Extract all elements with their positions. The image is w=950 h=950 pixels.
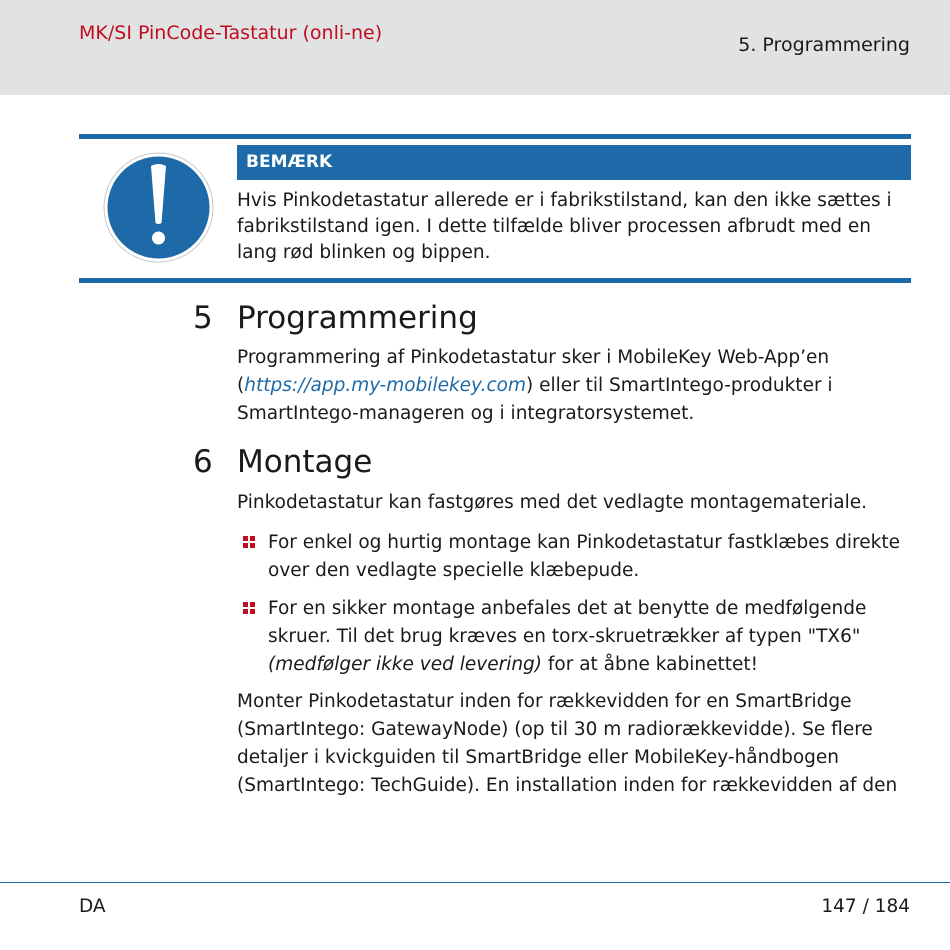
list-item <box>268 595 918 679</box>
section-5-text-before: Programmering af Pinkodetastatur sker i MobileKey Web-App’en ( <box>237 347 830 396</box>
notice-text: Hvis Pinkodetastatur allerede er i fabrikstilstand, kan den ikke sættes i fabrikstilstand igen. I dette tilfælde bliver processen afbrudt med en lang rød blinken og bippen. <box>237 190 892 263</box>
section-6-number: 6 <box>193 444 213 480</box>
bullet-2-italic-note: (medfølger ikke ved levering) <box>268 654 543 675</box>
document-title: MK/SI PinCode-Tastatur (onli-ne) <box>79 22 383 44</box>
page-header <box>0 0 950 95</box>
exclamation-icon <box>103 152 214 263</box>
notice-top-rule <box>79 134 911 139</box>
list-item: For enkel og hurtig montage kan Pinkodetastatur fastklæbes direkte over den vedlagte specielle klæbepude. <box>268 532 900 581</box>
bullet-icon <box>243 602 255 614</box>
section-6-title: Montage <box>237 444 373 480</box>
footer-rule <box>0 882 950 883</box>
section-5-paragraph <box>237 344 917 428</box>
notice-bottom-rule <box>79 278 911 283</box>
section-5-number: 5 <box>193 300 213 336</box>
notice-label: BEMÆRK <box>237 145 911 180</box>
section-6-closing: Monter Pinkodetastatur inden for rækkevidden for en SmartBridge (SmartIntego: GatewayNode) (op til 30 m radiorækkevidde). Se flere detaljer i kvickguiden til SmartBridge eller MobileKey-håndbogen (SmartIntego: TechGuide). En installation inden for rækkevidden af den <box>237 691 898 796</box>
chapter-title: 5. Programmering <box>738 34 910 56</box>
section-6-intro: Pinkodetastatur kan fastgøres med det vedlagte montagemateriale. <box>237 492 867 513</box>
bullet-icon <box>243 536 255 548</box>
footer-language: DA <box>79 896 106 917</box>
bullet-2-text-before: For en sikker montage anbefales det at benytte de medfølgende skruer. Til det brug kræves en torx-skruetrækker af typen "TX6" <box>268 598 867 647</box>
section-5-text-after: ) eller til SmartIntego-produkter i SmartIntego-manageren og i integratorsystemet. <box>237 375 833 424</box>
page-number: 147 / 184 <box>821 896 910 917</box>
bullet-2-text-after: for at åbne kabinettet! <box>542 654 759 675</box>
section-5-title: Programmering <box>237 300 478 336</box>
mobilekey-web-app-link[interactable]: https://app.my-mobilekey.com <box>244 375 526 396</box>
